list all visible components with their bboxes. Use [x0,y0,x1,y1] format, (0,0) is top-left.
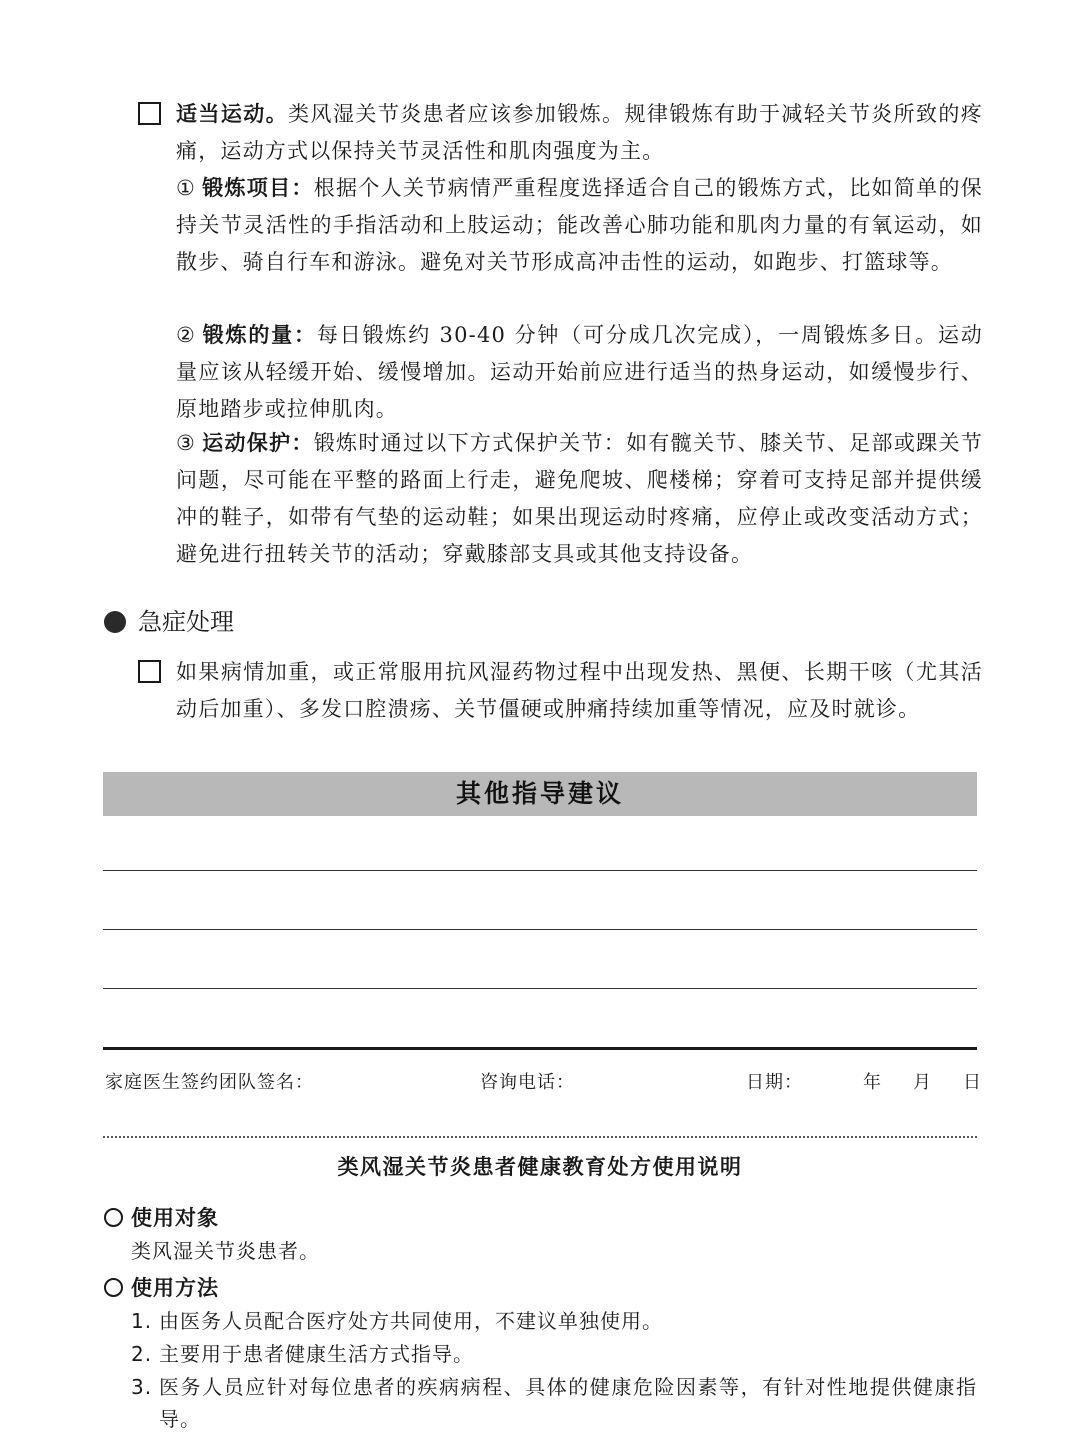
item-label: 锻炼项目： [202,176,314,200]
method-heading-text: 使用方法 [131,1276,219,1300]
circle-bullet-icon [104,1208,123,1227]
method-item-3 [131,1371,981,1435]
target-text: 类风湿关节炎患者。 [131,1239,320,1263]
exercise-item-2 [176,317,983,428]
exercise-checkbox[interactable] [138,102,161,125]
method-text: 主要用于患者健康生活方式指导。 [159,1342,474,1366]
target-heading [104,1202,219,1234]
signature-row [103,1068,982,1098]
method-text: 医务人员应针对每位患者的疾病病程、具体的健康危险因素等，有针对性地提供健康指导。 [159,1375,977,1431]
phone-label: 咨询电话： [480,1072,575,1093]
team-signature-label: 家庭医生签约团队签名： [105,1072,314,1093]
writing-line-3[interactable] [103,988,977,989]
dotted-divider [103,1136,977,1138]
emergency-heading-text: 急症处理 [138,608,234,636]
item-text: 根据个人关节病情严重程度选择适合自己的锻炼方式，比如简单的保持关节灵活性的手指活动和上肢运动；能改善心肺功能和肌肉力量的有氧运动，如散步、骑自行车和游泳。避免对关节形成高冲击性的运动，如跑步、打篮球等。 [176,176,984,274]
year-label: 年 [863,1072,882,1093]
item-number: ③ [176,431,197,455]
bullet-dot-icon [104,611,126,633]
writing-line-2[interactable] [103,929,977,930]
method-number: 2. [131,1342,153,1366]
emergency-checkbox[interactable] [138,660,161,683]
item-text: 锻炼时通过以下方式保护关节：如有髋关节、膝关节、足部或踝关节问题，尽可能在平整的路面上行走，避免爬坡、爬楼梯；穿着可支持足部并提供缓冲的鞋子，如带有气垫的运动鞋；如果出现运动时疼痛，应停止或改变活动方式；避免进行扭转关节的活动；穿戴膝部支具或其他支持设备。 [176,431,984,566]
month-label: 月 [913,1072,932,1093]
method-heading [104,1272,219,1304]
date-label: 日期： [746,1072,803,1093]
item-number: ② [176,323,197,347]
item-label: 运动保护： [202,431,314,455]
item-number: ① [176,176,197,200]
exercise-paragraph [176,96,983,170]
exercise-item-3 [176,425,983,573]
exercise-title: 适当运动。 [176,102,289,126]
method-item-2 [131,1338,981,1370]
emergency-text: 如果病情加重，或正常服用抗风湿药物过程中出现发热、黑便、长期干咳（尤其活动后加重）、多发口腔溃疡、关节僵硬或肿痛持续加重等情况，应及时就诊。 [176,660,983,721]
method-number: 3. [131,1375,153,1399]
emergency-check-item [138,654,983,728]
instructions-title: 类风湿关节炎患者健康教育处方使用说明 [337,1155,743,1179]
emergency-heading [104,604,234,640]
target-heading-text: 使用对象 [131,1206,219,1230]
method-number: 1. [131,1309,153,1333]
other-advice-banner: 其他指导建议 [103,772,977,816]
item-label: 锻炼的量： [202,323,317,347]
exercise-check-item [138,96,983,170]
day-label: 日 [963,1072,982,1093]
circle-bullet-icon [104,1278,123,1297]
item-text: 每日锻炼约 30-40 分钟（可分成几次完成），一周锻炼多日。运动量应该从轻缓开始、缓慢增加。运动开始前应进行适当的热身运动，如缓慢步行、原地踏步或拉伸肌肉。 [176,323,984,421]
writing-line-1[interactable] [103,870,977,871]
method-item-1 [131,1305,981,1337]
section-divider [103,1047,977,1050]
exercise-item-1 [176,170,983,281]
method-text: 由医务人员配合医疗处方共同使用，不建议单独使用。 [159,1309,663,1333]
exercise-intro: 类风湿关节炎患者应该参加锻炼。规律锻炼有助于减轻关节炎所致的疼痛，运动方式以保持关节灵活性和肌肉强度为主。 [176,102,984,163]
